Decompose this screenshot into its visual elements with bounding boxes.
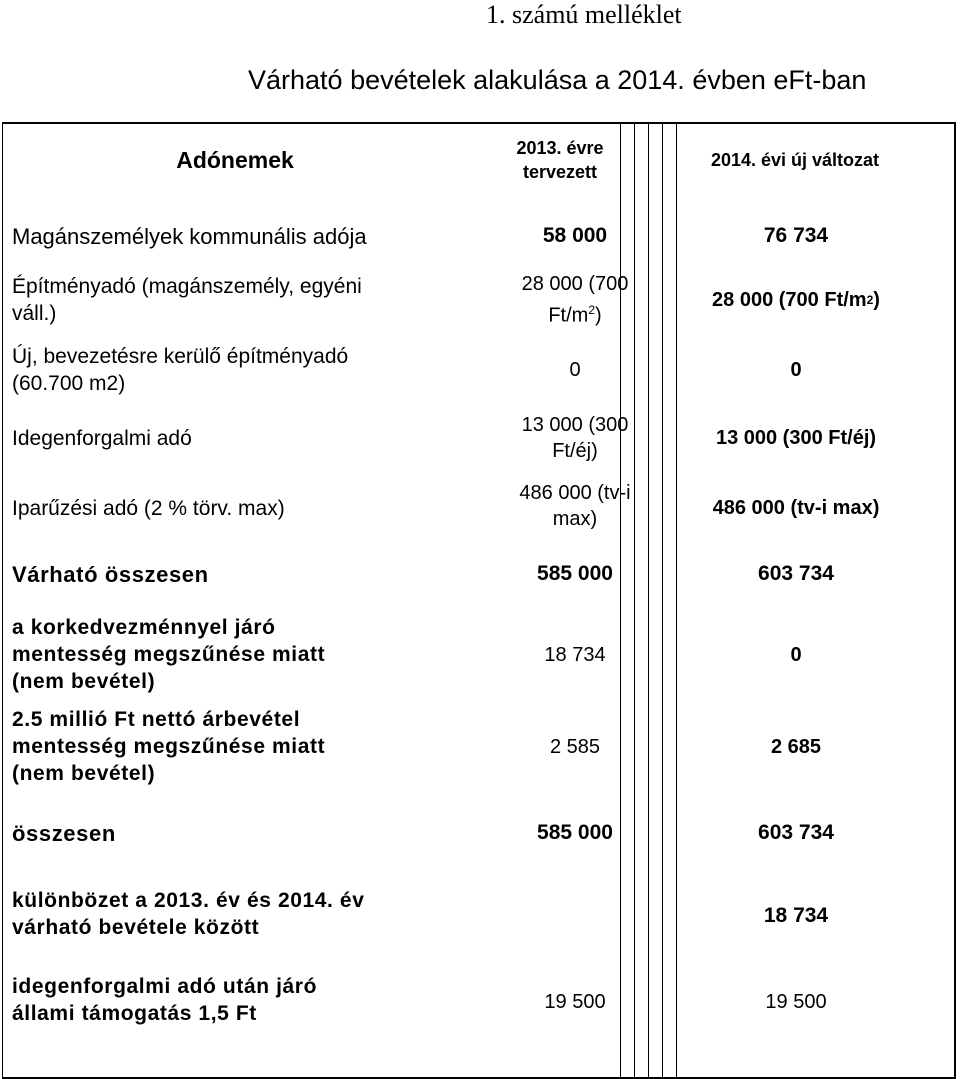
row-7-label-line2: mentesség megszűnése miatt [12, 642, 326, 666]
row-3-2013: 0 [569, 359, 581, 381]
row-4-2013-line2: Ft/éj) [552, 440, 598, 462]
row-5-2014: 486 000 (tv-i max) [712, 497, 880, 519]
row-7-label [12, 612, 325, 696]
row-1-2013: 58 000 [542, 224, 608, 247]
row-3-label-line2: (60.700 m2) [12, 372, 126, 395]
row-11-label [12, 970, 317, 1030]
annex-title: 1. számú melléklet [486, 0, 682, 29]
row-8-label-line3: (nem bevétel) [12, 761, 156, 785]
row-3-label [12, 342, 348, 398]
row-4-2014: 13 000 (300 Ft/éj) [715, 427, 877, 449]
row-5-label: Iparűzési adó (2 % törv. max) [12, 496, 285, 520]
row-1-2014: 76 734 [763, 224, 829, 247]
row-7-2014: 0 [790, 644, 802, 666]
row-7-label-line3: (nem bevétel) [12, 669, 156, 693]
row-3-label-line1: Új, bevezetésre kerülő építményadó [12, 345, 349, 368]
row-2-2014: 28 000 (700 Ft/m 2 ) [712, 289, 880, 311]
row-8-label-line1: 2.5 millió Ft nettó árbevétel [12, 707, 301, 731]
row-11-label-line2: állami támogatás 1,5 Ft [12, 1002, 257, 1025]
header-2013-line1: 2013. évre [516, 138, 604, 158]
row-11-2013: 19 500 [544, 991, 606, 1013]
row-2-label [12, 272, 362, 328]
row-10-label-line2: várható bevétele között [12, 916, 260, 939]
header-2013 [460, 132, 660, 188]
row-9-label: összesen [12, 820, 116, 846]
row-6-2014: 603 734 [758, 562, 834, 585]
row-10-label-line1: különbözet a 2013. év és 2014. év [12, 889, 365, 912]
row-7-label-line1: a korkedvezménnyel járó [12, 615, 276, 639]
row-2-2013-line2: $Ft/m^2$) [548, 303, 602, 327]
row-2-label-line2: váll.) [12, 302, 57, 325]
header-adonemek: Adónemek [176, 146, 294, 173]
row-3-2014: 0 [790, 359, 802, 381]
row-5-2013-line2: max) [552, 508, 598, 530]
row-1-label: Magánszemélyek kommunális adója [12, 223, 367, 249]
row-7-2013: 18 734 [544, 644, 606, 666]
row-6-label: Várható összesen [12, 561, 209, 587]
row-8-label-line2: mentesség megszűnése miatt [12, 734, 326, 758]
row-4-2013-line1: 13 000 (300 [521, 414, 629, 436]
header-2013-line2: tervezett [522, 162, 598, 182]
row-11-label-line1: idegenforgalmi adó után járó [12, 975, 317, 998]
row-11-2014: 19 500 [765, 991, 827, 1013]
row-8-label [12, 704, 325, 788]
row-4-label: Idegenforgalmi adó [12, 426, 192, 450]
row-8-2013: 2 585 [549, 736, 601, 758]
row-2-label-line1: Építményadó (magánszemély, egyéni [12, 275, 362, 298]
row-10-label [12, 884, 365, 944]
row-9-2013: 585 000 [537, 821, 613, 844]
row-6-2013: 585 000 [537, 562, 613, 585]
row-9-2014: 603 734 [758, 821, 834, 844]
page-title: Várható bevételek alakulása a 2014. évben eFt-ban [248, 65, 867, 95]
row-10-2014: 18 734 [763, 904, 829, 927]
row-2-2013-line1: 28 000 (700 [521, 273, 629, 296]
row-5-2013-line1: 486 000 (tv-i [519, 482, 631, 504]
header-2014: 2014. évi új változat [710, 149, 880, 170]
row-8-2014: 2 685 [770, 736, 822, 758]
